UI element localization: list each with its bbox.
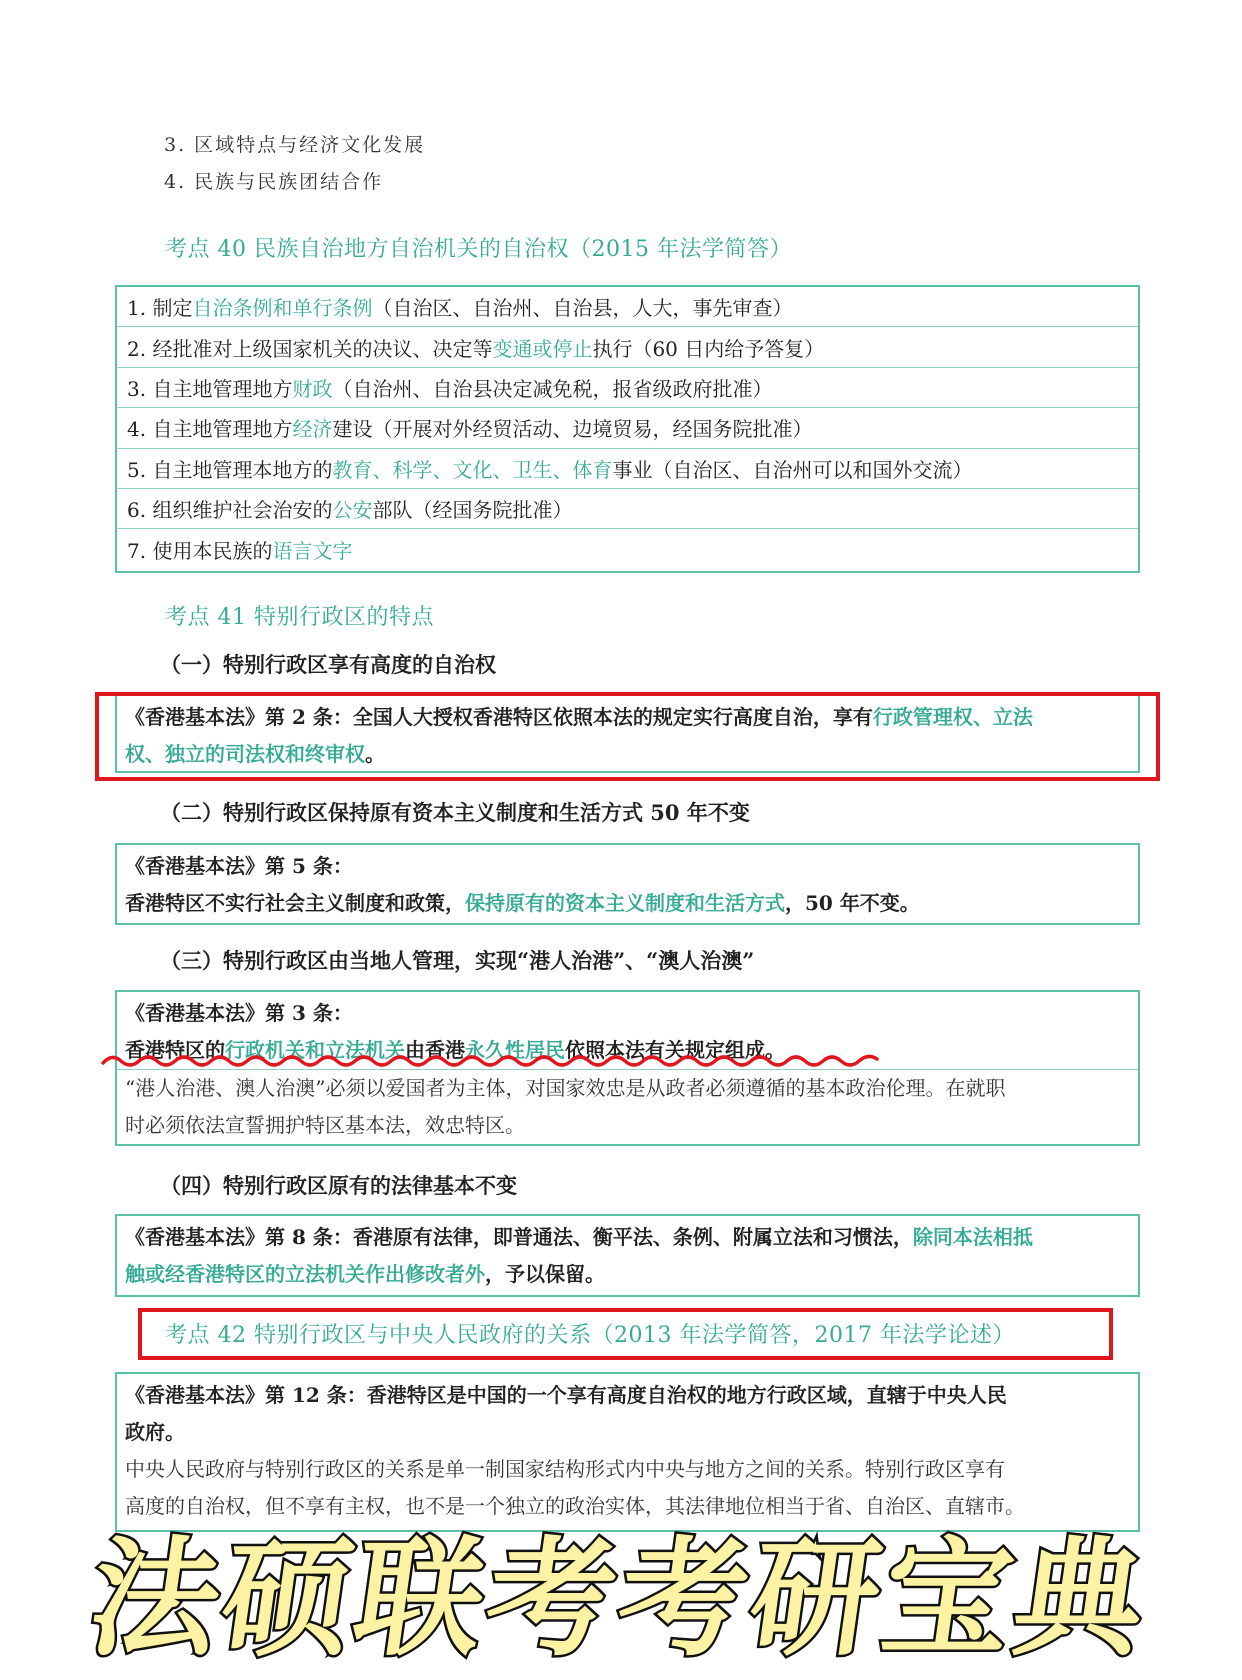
text: 由香港 [405,1038,465,1062]
kp40-row-7 [117,529,1138,569]
highlight: 行政机关和立法机关 [225,1038,405,1062]
kp42-line4: 高度的自治权，但不享有主权，也不是一个独立的政治实体，其法律地位相当于省、自治区、直辖市。 [125,1494,1025,1518]
highlight: 除同本法相抵 [912,1225,1033,1249]
highlight: 触或经香港特区的立法机关作出修改者外 [125,1262,485,1286]
kp40-row-6 [117,489,1138,529]
highlight: 权、独立的司法权和终审权 [125,742,365,766]
kp42-line2: 政府。 [125,1420,185,1444]
row-highlight: 财政 [292,376,333,401]
kp41-s4-line1 [117,1219,1138,1256]
kp40-row-3 [117,368,1138,408]
row-highlight: 公安 [332,498,373,523]
row-text: 6. 组织维护社会治安的 [127,498,333,523]
kp41-s3-note1: “港人治港、澳人治澳”必须以爱国者为主体，对国家效忠是从政者必须遵循的基本政治伦理。在就职 [125,1076,1006,1100]
kp40-row-5 [117,449,1138,489]
intro-line-3: 3. 区域特点与经济文化发展 [164,134,426,156]
kp41-s4-line2 [117,1256,1138,1293]
text: 依照本法有关规定组成。 [565,1038,785,1062]
highlight: 保持原有的资本主义制度和生活方式 [465,891,785,915]
kp41-s4-box [115,1214,1140,1297]
row-text: 1. 制定 [127,296,193,321]
kp41-s3-heading: （三）特别行政区由当地人管理，实现“港人治港”、“澳人治澳” [160,948,755,973]
kp40-row-2 [117,327,1138,367]
row-text: 执行（60 日内给予答复） [592,336,825,361]
kp42-line3: 中央人民政府与特别行政区的关系是单一制国家结构形式内中央与地方之间的关系。特别行政区享有 [125,1457,1005,1481]
kp41-s1-heading: （一）特别行政区享有高度的自治权 [160,652,496,677]
banner-text: 法硕联考考研宝典 [80,1524,1158,1674]
row-text: 7. 使用本民族的 [127,539,273,564]
row-highlight: 经济 [292,417,333,442]
text: 香港特区不实行社会主义制度和政策， [125,891,465,915]
text: 《香港基本法》第 2 条：全国人大授权香港特区依照本法的规定实行高度自治，享有 [125,705,873,729]
row-highlight: 变通或停止 [492,336,593,361]
kp41-s2-box [115,843,1140,925]
row-text: 2. 经批准对上级国家机关的决议、决定等 [127,336,493,361]
kp41-s2-line1: 《香港基本法》第 5 条： [125,854,353,878]
row-highlight: 教育、科学、文化、卫生、体育 [332,457,613,482]
row-text: （自治区、自治州、自治县，人大，事先审查） [372,296,793,321]
kp41-s3-note2: 时必须依法宣誓拥护特区基本法，效忠特区。 [125,1113,525,1137]
row-text: 部队（经国务院批准） [372,498,573,523]
kp40-row-4 [117,408,1138,448]
highlight: 永久性居民 [465,1038,565,1062]
row-text: （自治州、自治县决定减免税，报省级政府批准） [332,376,773,401]
highlight: 行政管理权、立法 [872,705,1033,729]
row-highlight: 语言文字 [272,539,353,564]
text: ，50 年不变。 [785,891,920,915]
kp41-s2-line2 [117,885,1138,922]
text: ，予以保留。 [485,1262,605,1286]
row-text: 3. 自主地管理地方 [127,376,293,401]
row-text: 建设（开展对外经贸活动、边境贸易，经国务院批准） [332,417,813,442]
row-highlight: 自治条例和单行条例 [192,296,373,321]
red-wavy-underline [100,1047,880,1071]
kp42-line1: 《香港基本法》第 12 条：香港特区是中国的一个享有高度自治权的地方行政区域，直辖于中央人民 [125,1383,1007,1407]
text: 。 [365,742,385,766]
kp41-s2-heading: （二）特别行政区保持原有资本主义制度和生活方式 50 年不变 [160,800,750,825]
text: 香港特区的 [125,1038,225,1062]
kp40-row-1 [117,287,1138,327]
highlight-box-article-2 [95,692,1160,781]
row-text: 5. 自主地管理本地方的 [127,457,333,482]
kp40-table [115,285,1140,573]
kp41-heading: 考点 41 特别行政区的特点 [165,605,434,630]
kp40-heading: 考点 40 民族自治地方自治机关的自治权（2015 年法学简答） [165,237,792,262]
intro-line-4: 4. 民族与民族团结合作 [164,171,384,193]
kp41-s4-heading: （四）特别行政区原有的法律基本不变 [160,1173,517,1198]
kp42-heading: 考点 42 特别行政区与中央人民政府的关系（2013 年法学简答，2017 年法学论述） [165,1323,1015,1348]
text: 《香港基本法》第 8 条：香港原有法律，即普通法、衡平法、条例、附属立法和习惯法， [125,1225,913,1249]
title-banner [0,1515,1242,1674]
kp41-s3-line1: 《香港基本法》第 3 条： [125,1001,353,1025]
row-text: 4. 自主地管理地方 [127,417,293,442]
row-text: 事业（自治区、自治州可以和国外交流） [612,457,973,482]
